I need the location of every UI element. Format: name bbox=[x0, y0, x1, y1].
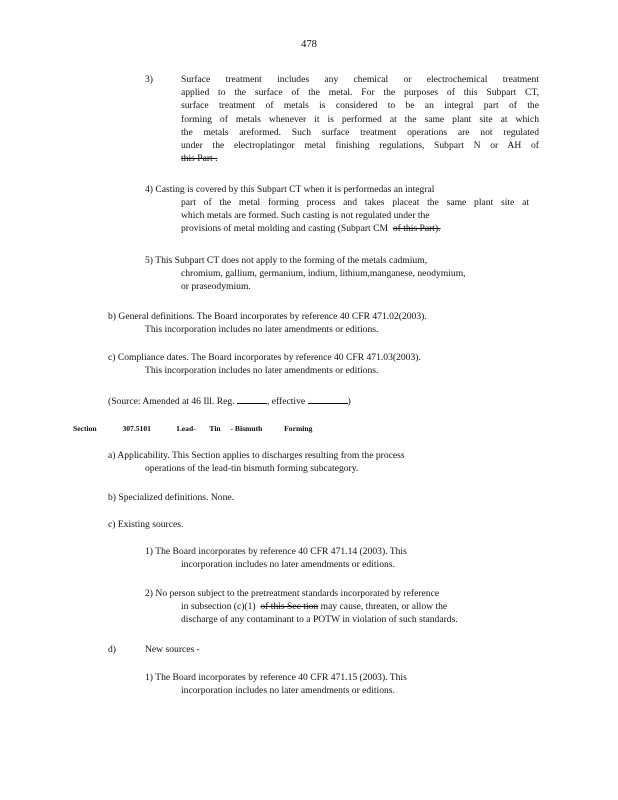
text-line: in subsection (c)(1) of this Sec tion may cause, threaten, or allow the bbox=[181, 601, 448, 612]
source-note: (Source: Amended at 46 Ill. Reg. , effective ) bbox=[108, 393, 351, 408]
text-line: provisions of metal molding and casting (Subpart CM of this Part). bbox=[181, 223, 441, 235]
struck-text: of this Sec tion bbox=[260, 601, 319, 612]
text-line: incorporation includes no later amendments or editions. bbox=[181, 685, 395, 696]
item-a-applicability bbox=[108, 449, 405, 462]
item-d-number: d) bbox=[108, 644, 116, 655]
item-5-continuation bbox=[181, 267, 531, 293]
text-line: discharge of any contaminant to a POTW in violation of such standards. bbox=[181, 614, 458, 626]
text-line: Surface treatment includes any chemical or electrochemical treatment bbox=[181, 74, 539, 85]
item-b-continuation bbox=[145, 323, 378, 336]
item-b-general-definitions bbox=[108, 310, 427, 323]
text-line: or praseodymium. bbox=[181, 281, 251, 293]
blank-line bbox=[308, 393, 348, 404]
item-d-new-sources: New sources - bbox=[145, 644, 200, 655]
item-c-continuation bbox=[145, 364, 378, 377]
item-c-existing-sources: c) Existing sources. bbox=[108, 519, 184, 530]
text-line: incorporation includes no later amendments or editions. bbox=[181, 559, 395, 570]
text-line: c) Compliance dates. The Board incorporates by reference 40 CFR 471.03(2003). bbox=[108, 352, 421, 363]
text-line: This incorporation includes no later amendments or editions. bbox=[145, 365, 379, 376]
struck-text: this Part . bbox=[181, 153, 218, 165]
text-line: chromium, gallium, germanium, indium, lithium,manganese, neodymium, bbox=[181, 268, 466, 279]
text-line: under the electroplatingor metal finishing regulations, Subpart N or AH of bbox=[181, 140, 539, 152]
text-line: part of the metal forming process and takes placeat the same plant site at bbox=[181, 197, 529, 208]
item-c2 bbox=[145, 587, 439, 600]
section-heading bbox=[73, 422, 312, 435]
section-title: Lead- bbox=[176, 424, 196, 433]
item-c-compliance-dates bbox=[108, 351, 421, 364]
text-line: b) General definitions. The Board incorporates by reference 40 CFR 471.02(2003). bbox=[108, 311, 427, 322]
item-a-continuation bbox=[145, 462, 358, 475]
item-4-continuation bbox=[181, 196, 529, 236]
text-line: forming of metals whenever it is performed at the same plant site at which bbox=[181, 113, 539, 125]
text-line: a) Applicability. This Section applies to discharges resulting from the process bbox=[108, 450, 405, 461]
text-line: surface treatment of metals is considered to be an integral part of the bbox=[181, 100, 539, 112]
section-title: - Bismuth bbox=[230, 424, 263, 433]
section-title: Forming bbox=[284, 424, 313, 433]
section-label: Section bbox=[73, 424, 97, 433]
text-line: 4) Casting is covered by this Subpart CT when it is performedas an integral bbox=[145, 184, 435, 195]
item-4-text bbox=[145, 183, 503, 196]
item-d1 bbox=[145, 671, 407, 684]
text-line: This incorporation includes no later amendments or editions. bbox=[145, 324, 379, 335]
section-title: Tin bbox=[209, 424, 221, 433]
text-line: 1) The Board incorporates by reference 40 CFR 471.15 (2003). This bbox=[145, 672, 407, 683]
text-line: 5) This Subpart CT does not apply to the forming of the metals cadmium, bbox=[145, 255, 428, 266]
item-5-text bbox=[145, 254, 505, 267]
item-c1 bbox=[145, 545, 407, 558]
item-d1-continuation bbox=[181, 684, 395, 697]
blank-line bbox=[237, 393, 267, 404]
text-line: the metals areformed. Such surface treatment operations are not regulated bbox=[181, 126, 539, 138]
text-line: applied to the surface of the metal. For the purposes of this Subpart CT, bbox=[181, 87, 539, 99]
text-line: operations of the lead-tin bismuth forming subcategory. bbox=[145, 463, 359, 474]
item-3-number: 3) bbox=[145, 74, 153, 85]
page-number: 478 bbox=[301, 39, 317, 50]
item-b-specialized-definitions: b) Specialized definitions. None. bbox=[108, 492, 235, 503]
item-c2-continuation bbox=[181, 600, 458, 626]
item-c1-continuation bbox=[181, 558, 395, 571]
text-line: which metals are formed. Such casting is not regulated under the bbox=[181, 210, 430, 222]
text-line: 2) No person subject to the pretreatment standards incorporated by reference bbox=[145, 588, 440, 599]
struck-text: of this Part). bbox=[392, 223, 441, 235]
item-3-text bbox=[181, 73, 539, 165]
section-number: 307.5101 bbox=[122, 424, 151, 433]
text-line: 1) The Board incorporates by reference 40 CFR 471.14 (2003). This bbox=[145, 546, 407, 557]
